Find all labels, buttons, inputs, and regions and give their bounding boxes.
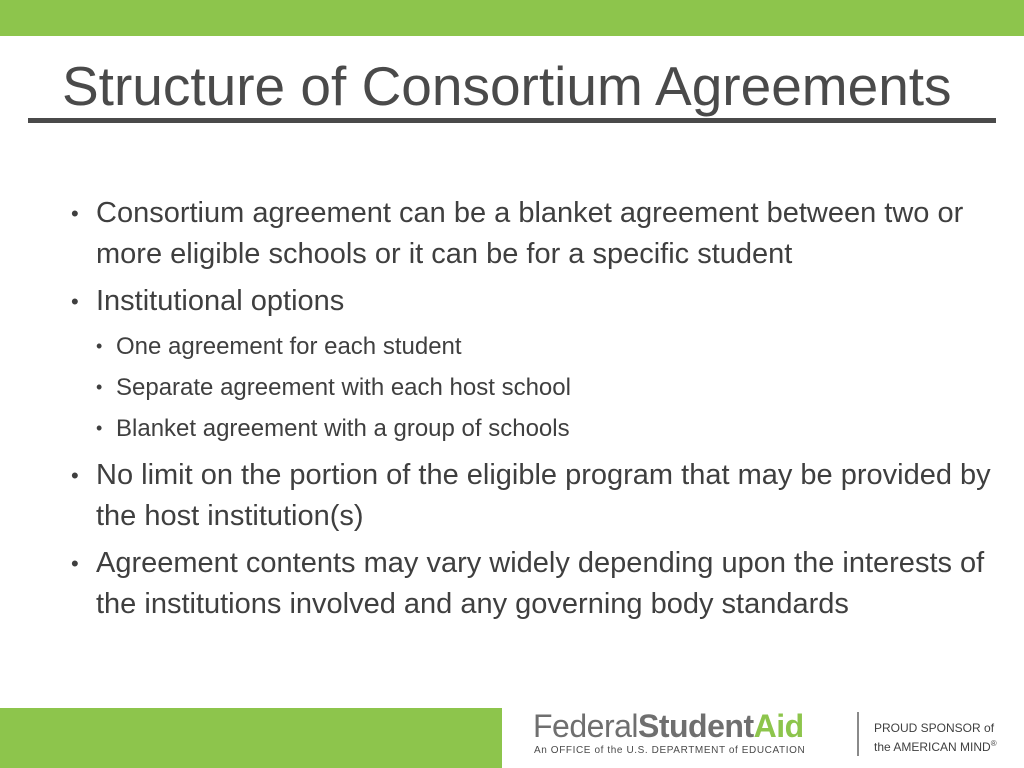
bullet-text: Agreement contents may vary widely depending upon the interests of the institutions involved and any governing body standards xyxy=(96,547,985,620)
bullet-dot-icon: • xyxy=(96,336,103,356)
top-accent-bar xyxy=(0,0,1024,36)
bullet-item xyxy=(68,455,998,537)
bullet-dot-icon: • xyxy=(71,201,79,226)
sponsor-tagline xyxy=(874,720,997,755)
slide-title: Structure of Consortium Agreements xyxy=(62,55,952,117)
bullet-text: No limit on the portion of the eligible program that may be provided by the host institution(s) xyxy=(96,459,991,532)
logo-student-text: Student xyxy=(638,708,754,744)
bullet-item xyxy=(68,281,998,322)
logo-subtitle: An OFFICE of the U.S. DEPARTMENT of EDUCATION xyxy=(534,745,806,756)
registered-mark: ® xyxy=(990,739,997,748)
bullet-dot-icon: • xyxy=(71,289,79,314)
sponsor-line-2 xyxy=(874,736,997,755)
bullet-item xyxy=(68,193,998,275)
sub-bullet-text: Separate agreement with each host school xyxy=(116,374,571,401)
footer-accent-bar xyxy=(0,708,502,768)
sub-bullet-item xyxy=(68,371,998,404)
bullet-text: Institutional options xyxy=(96,285,345,317)
bullet-dot-icon: • xyxy=(71,463,79,488)
logo-aid-text: Aid xyxy=(753,708,804,744)
title-underline xyxy=(28,118,996,123)
bullet-list xyxy=(68,193,998,625)
sub-bullet-text: Blanket agreement with a group of schools xyxy=(116,415,570,442)
logo-federal-text: Federal xyxy=(533,708,638,744)
sponsor-line-2-text: the AMERICAN MIND xyxy=(874,740,991,754)
federal-student-aid-logo xyxy=(533,706,833,764)
sub-bullet-text: One agreement for each student xyxy=(116,333,462,360)
bullet-text: Consortium agreement can be a blanket agreement between two or more eligible schools or it can be for a specific student xyxy=(96,197,964,270)
sub-bullet-item xyxy=(68,330,998,363)
footer-divider xyxy=(857,712,859,756)
bullet-item xyxy=(68,543,998,625)
bullet-dot-icon: • xyxy=(96,377,103,397)
sponsor-line-1: PROUD SPONSOR of xyxy=(874,721,995,735)
logo-wordmark xyxy=(533,706,804,746)
bullet-dot-icon: • xyxy=(96,418,103,438)
sub-bullet-item xyxy=(68,412,998,445)
bullet-dot-icon: • xyxy=(71,551,79,576)
